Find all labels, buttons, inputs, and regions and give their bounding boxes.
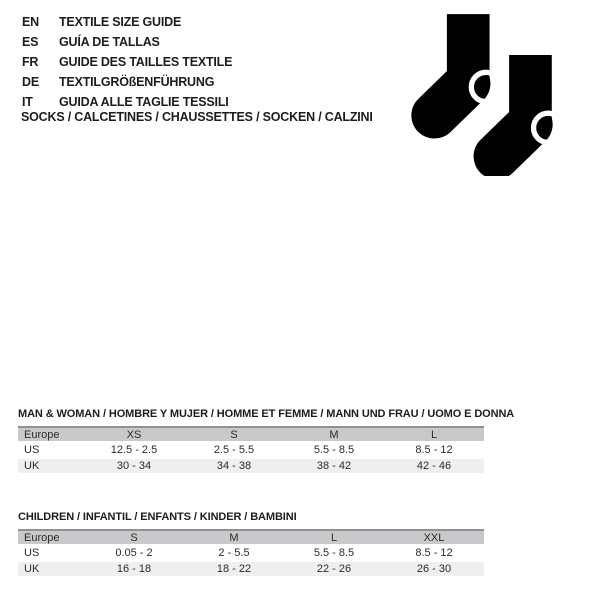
table-row-uk (18, 459, 484, 475)
language-code: DE (22, 75, 39, 89)
region-cell: US (18, 443, 84, 459)
size-cell: 2.5 - 5.5 (184, 443, 284, 459)
region-cell: UK (18, 562, 84, 578)
column-header-size: M (184, 529, 284, 546)
category-title: SOCKS / CALCETINES / CHAUSSETTES / SOCKEN / CALZINI (21, 110, 373, 124)
language-code: ES (22, 35, 39, 49)
column-header-size: M (284, 426, 384, 443)
table-title-children: CHILDREN / INFANTIL / ENFANTS / KINDER / BAMBINI (18, 511, 297, 523)
language-row-es (22, 32, 232, 52)
language-label: GUIDE DES TAILLES TEXTILE (59, 55, 233, 69)
table-row-uk (18, 562, 484, 578)
language-label: GUIDA ALLE TAGLIE TESSILI (59, 95, 229, 109)
column-header-region: Europe (18, 426, 84, 443)
socks-icon (406, 14, 566, 176)
size-cell: 34 - 38 (184, 459, 284, 475)
column-header-size: XS (84, 426, 184, 443)
size-cell: 16 - 18 (84, 562, 184, 578)
language-row-en (22, 12, 232, 32)
language-label: TEXTILGRÖßENFÜHRUNG (59, 75, 215, 89)
region-cell: UK (18, 459, 84, 475)
size-cell: 5.5 - 8.5 (284, 443, 384, 459)
language-label: TEXTILE SIZE GUIDE (59, 15, 182, 29)
column-header-size: S (184, 426, 284, 443)
column-header-size: S (84, 529, 184, 546)
header-row (18, 426, 484, 443)
language-row-it (22, 92, 232, 112)
column-header-region: Europe (18, 529, 84, 546)
sock-front (497, 55, 563, 156)
size-cell: 26 - 30 (384, 562, 484, 578)
column-header-size: L (284, 529, 384, 546)
column-header-size: L (384, 426, 484, 443)
size-cell: 2 - 5.5 (184, 546, 284, 562)
size-cell: 12.5 - 2.5 (84, 443, 184, 459)
table-row-us (18, 546, 484, 562)
size-cell: 0.05 - 2 (84, 546, 184, 562)
size-table-adults (18, 426, 484, 475)
table-row-us (18, 443, 484, 459)
size-table-section-adults (18, 408, 515, 475)
size-cell: 42 - 46 (384, 459, 484, 475)
header-row (18, 529, 484, 546)
language-row-de (22, 72, 232, 92)
language-code: IT (22, 95, 33, 109)
size-table-children (18, 529, 484, 578)
size-cell: 8.5 - 12 (384, 443, 484, 459)
region-cell: US (18, 546, 84, 562)
size-cell: 8.5 - 12 (384, 546, 484, 562)
size-table-section-children (18, 511, 484, 578)
size-cell: 5.5 - 8.5 (284, 546, 384, 562)
sock-back (434, 14, 500, 115)
language-list (22, 12, 232, 112)
language-row-fr (22, 52, 232, 72)
table-title-adults: MAN & WOMAN / HOMBRE Y MUJER / HOMME ET FEMME / MANN UND FRAU / UOMO E DONNA (18, 408, 515, 420)
size-cell: 38 - 42 (284, 459, 384, 475)
size-cell: 30 - 34 (84, 459, 184, 475)
size-cell: 22 - 26 (284, 562, 384, 578)
size-cell: 18 - 22 (184, 562, 284, 578)
column-header-size: XXL (384, 529, 484, 546)
language-code: FR (22, 55, 39, 69)
language-label: GUÍA DE TALLAS (59, 35, 160, 49)
language-code: EN (22, 15, 39, 29)
